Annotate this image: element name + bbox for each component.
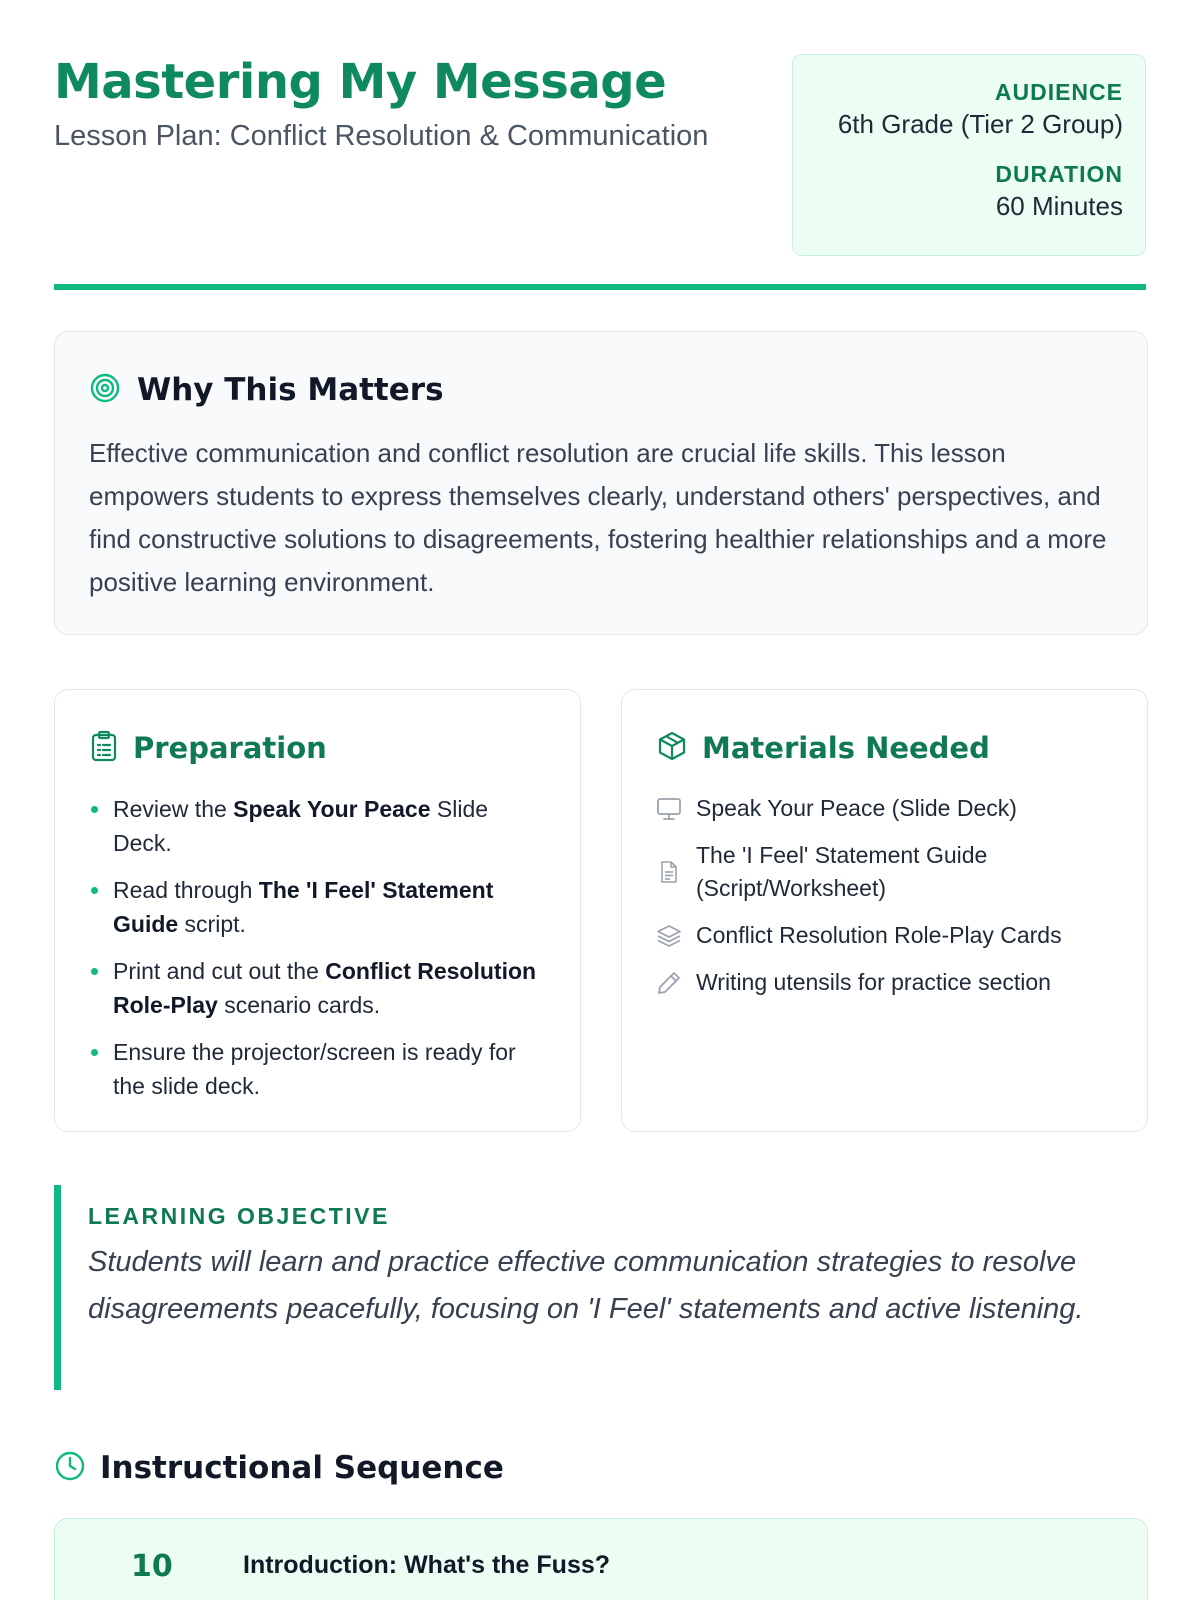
objective-label: LEARNING OBJECTIVE [88,1203,390,1229]
preparation-list [89,792,546,1103]
page-subtitle: Lesson Plan: Conflict Resolution & Communication [54,120,709,152]
materials-title: Materials Needed [702,731,990,765]
preparation-card [54,689,581,1132]
why-body: Effective communication and conflict resolution are crucial life skills. This lesson empowers students to express themselves clearly, understand others' perspectives, and find constructive solutions to disagreements, fostering healthier relationships and a more positive learning environment. [89,438,1107,597]
header [54,0,1146,290]
learning-objective [54,1185,1148,1390]
why-this-matters-section [54,331,1148,635]
list-item: Speak Your Peace (Slide Deck) [656,792,1113,825]
materials-header [656,726,1113,770]
pencil-icon [656,970,682,996]
preparation-title: Preparation [133,731,327,765]
audience-label: AUDIENCE [994,79,1123,105]
why-title: Why This Matters [137,372,444,408]
preparation-header [89,726,546,770]
list-item: Print and cut out the Conflict Resolution Role-Play scenario cards. [89,954,546,1022]
sequence-header [54,1446,504,1490]
sequence-step [54,1518,1148,1600]
list-item: Writing utensils for practice section [656,966,1113,999]
monitor-icon [656,797,682,821]
file-text-icon [656,860,682,884]
meta-box [792,54,1146,256]
step-title: Introduction: What's the Fuss? [243,1551,611,1579]
layers-icon [656,923,682,949]
materials-card [621,689,1148,1132]
why-header [89,366,1113,414]
step-minutes: 10 [131,1549,173,1584]
list-item: Review the Speak Your Peace Slide Deck. [89,792,546,860]
clipboard-icon [89,730,133,767]
duration-label: DURATION [995,161,1123,187]
target-icon [89,372,137,409]
audience-value: 6th Grade (Tier 2 Group) [837,109,1123,139]
header-divider [54,284,1146,290]
clock-icon [54,1450,100,1487]
list-item: Ensure the projector/screen is ready for the slide deck. [89,1035,546,1103]
list-item: The 'I Feel' Statement Guide (Script/Worksheet) [656,839,1113,905]
list-item: Conflict Resolution Role-Play Cards [656,919,1113,952]
sequence-title: Instructional Sequence [100,1450,504,1486]
page-title: Mastering My Message [54,54,667,110]
materials-list [656,792,1113,999]
list-item: Read through The 'I Feel' Statement Guide script. [89,873,546,941]
duration-value: 60 Minutes [995,191,1123,221]
package-icon [656,730,702,767]
objective-text: Students will learn and practice effective communication strategies to resolve disagreements peacefully, focusing on 'I Feel' statements and active listening. [88,1246,1084,1325]
